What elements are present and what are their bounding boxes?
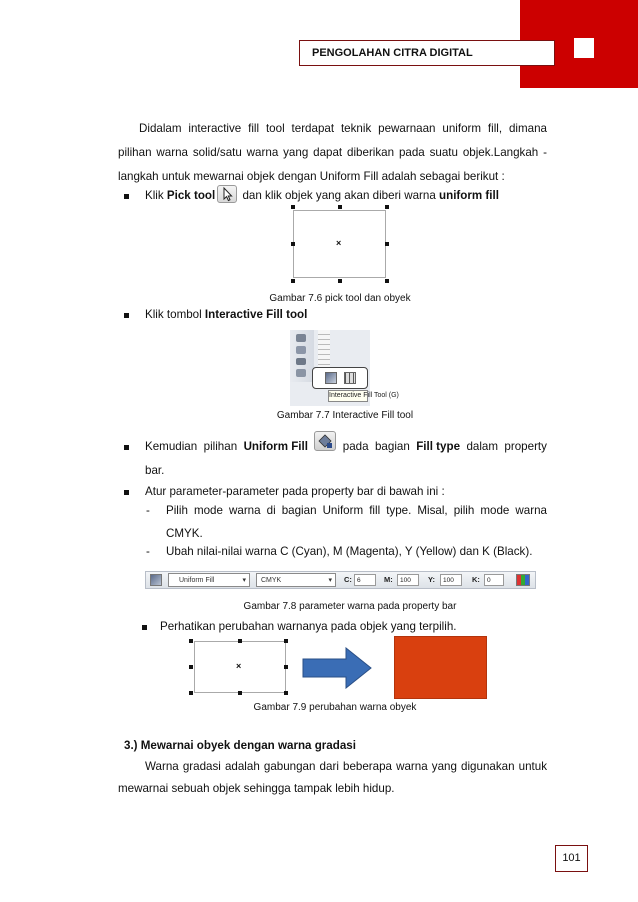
k-input[interactable]: 0 bbox=[484, 574, 504, 586]
intro-line-2: pilihan warna solid/satu warna yang dapat diberikan pada suatu objek.Langkah - bbox=[118, 146, 547, 159]
y-label: Y: bbox=[428, 575, 435, 584]
figure-7-8-caption: Gambar 7.8 parameter warna pada property bar bbox=[243, 601, 457, 612]
bullet3-word: pilihan bbox=[203, 440, 238, 453]
page-number-box bbox=[555, 845, 588, 872]
chevron-down-icon: ▾ bbox=[242, 577, 246, 584]
intro-line-1: Didalam interactive fill tool terdapat teknik pewarnaan uniform fill, dimana bbox=[139, 122, 547, 135]
bullet3-word: bagian bbox=[374, 440, 410, 453]
selection-handle bbox=[385, 242, 389, 246]
property-bar bbox=[145, 571, 536, 589]
center-mark-icon: × bbox=[336, 238, 342, 248]
color-model-value: CMYK bbox=[261, 577, 282, 584]
figure-7-9-caption: Gambar 7.9 perubahan warna obyek bbox=[253, 702, 417, 713]
k-label: K: bbox=[472, 575, 480, 584]
bullet-marker bbox=[124, 445, 129, 450]
selection-handle bbox=[238, 691, 242, 695]
dash-marker: - bbox=[146, 504, 150, 517]
uniform-fill-type-icon[interactable] bbox=[150, 574, 162, 586]
bullet5-text: Perhatikan perubahan warnanya pada objek yang terpilih. bbox=[160, 620, 457, 633]
selection-handle bbox=[189, 639, 193, 643]
section-heading: 3.) Mewarnai obyek dengan warna gradasi bbox=[124, 739, 356, 752]
tool-icon bbox=[296, 369, 306, 377]
selection-handle bbox=[284, 691, 288, 695]
y-input[interactable]: 100 bbox=[440, 574, 462, 586]
c-label: C: bbox=[344, 575, 352, 584]
selection-handle bbox=[338, 205, 342, 209]
bullet3-word: property bbox=[504, 440, 547, 453]
dash1-line-1: Pilih mode warna di bagian Uniform fill type. Misal, pilih mode warna bbox=[166, 504, 547, 517]
selection-handle bbox=[238, 639, 242, 643]
bullet3-line-1 bbox=[145, 435, 547, 459]
dash-marker: - bbox=[146, 545, 150, 558]
pick-tool-icon bbox=[217, 185, 237, 203]
bullet3-word: Kemudian bbox=[145, 440, 198, 453]
bullet4-text: Atur parameter-parameter pada property bar di bawah ini : bbox=[145, 485, 445, 498]
dash2-text: Ubah nilai-nilai warna C (Cyan), M (Magenta), Y (Yellow) dan K (Black). bbox=[166, 545, 533, 558]
mesh-fill-icon bbox=[344, 372, 356, 384]
selection-handle bbox=[338, 279, 342, 283]
bullet2-bold: Interactive Fill tool bbox=[204, 308, 308, 321]
interactive-fill-icon bbox=[325, 372, 337, 384]
bullet3-word: dalam bbox=[466, 440, 499, 453]
selection-handle bbox=[291, 242, 295, 246]
center-mark-icon: × bbox=[236, 661, 242, 671]
bullet-marker bbox=[124, 313, 129, 318]
section-line-2: mewarnai sebuah objek sehingga tampak lebih hidup. bbox=[118, 782, 395, 795]
bullet2-pre: Klik tombol bbox=[145, 308, 205, 321]
intro-line-3: langkah untuk mewarnai objek dengan Uniform Fill adalah sebagai berikut : bbox=[118, 170, 505, 183]
bullet-marker bbox=[142, 625, 147, 630]
bullet3-word: pada bbox=[342, 440, 369, 453]
right-arrow-icon bbox=[302, 647, 372, 689]
header-title: PENGOLAHAN CITRA DIGITAL bbox=[312, 47, 473, 59]
fill-type-dropdown[interactable] bbox=[168, 573, 250, 587]
selection-handle bbox=[385, 279, 389, 283]
bullet1-pre: Klik bbox=[145, 189, 167, 202]
bullet3-bold-fill-type: Fill type bbox=[416, 440, 461, 453]
tool-icon bbox=[296, 358, 306, 365]
filled-object-rect bbox=[394, 636, 487, 699]
bullet3-line-2: bar. bbox=[145, 464, 165, 477]
tool-flyout bbox=[312, 367, 368, 389]
figure-7-6-caption: Gambar 7.6 pick tool dan obyek bbox=[269, 293, 411, 304]
bullet1-bold-pick-tool: Pick tool bbox=[166, 189, 216, 202]
header-accent-square bbox=[574, 38, 594, 58]
bullet2-text bbox=[145, 303, 307, 327]
m-input[interactable]: 100 bbox=[397, 574, 419, 586]
c-input[interactable]: 6 bbox=[354, 574, 376, 586]
tool-icon bbox=[296, 334, 306, 342]
bullet1-bold-uniform-fill: uniform fill bbox=[439, 189, 499, 202]
tooltip-text: Interactive Fill Tool (G) bbox=[329, 392, 399, 399]
uniform-fill-icon bbox=[314, 431, 336, 451]
selection-handle bbox=[284, 639, 288, 643]
m-label: M: bbox=[384, 575, 393, 584]
selection-handle bbox=[291, 205, 295, 209]
selection-handle bbox=[189, 691, 193, 695]
figure-7-7-caption: Gambar 7.7 Interactive Fill tool bbox=[276, 410, 414, 421]
fill-type-value: Uniform Fill bbox=[179, 577, 215, 584]
selection-handle bbox=[284, 665, 288, 669]
selection-handle bbox=[385, 205, 389, 209]
dash1-line-2: CMYK. bbox=[166, 527, 203, 540]
bullet1-mid: dan klik objek yang akan diberi warna bbox=[239, 189, 440, 202]
bullet-marker bbox=[124, 490, 129, 495]
bullet-marker bbox=[124, 194, 129, 199]
selection-handle bbox=[291, 279, 295, 283]
bullet1-text bbox=[145, 184, 545, 208]
section-line-1: Warna gradasi adalah gabungan dari beberapa warna yang digunakan untuk bbox=[145, 760, 547, 773]
page-number: 101 bbox=[562, 852, 581, 864]
chevron-down-icon: ▾ bbox=[328, 577, 332, 584]
tool-icon bbox=[296, 346, 306, 354]
bullet3-bold-uniform-fill: Uniform Fill bbox=[243, 440, 308, 453]
color-palette-icon[interactable] bbox=[516, 574, 530, 586]
color-model-dropdown[interactable] bbox=[256, 573, 336, 587]
selection-handle bbox=[189, 665, 193, 669]
